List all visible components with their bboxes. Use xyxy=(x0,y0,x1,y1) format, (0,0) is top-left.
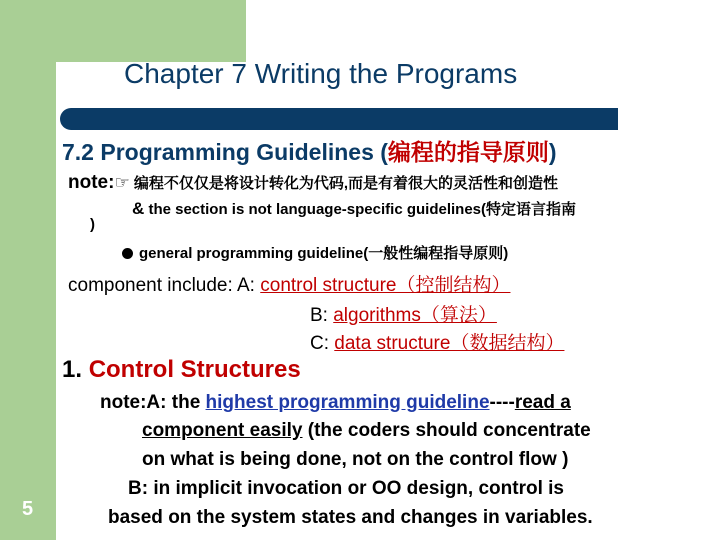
control-note-l1-highlight: highest programming guideline xyxy=(205,392,490,413)
bullet-dot-icon xyxy=(122,248,133,259)
control-structures-heading xyxy=(62,356,301,384)
control-heading-number: 1. xyxy=(62,356,89,383)
note-label xyxy=(68,172,558,194)
control-note-line-4: B: in implicit invocation or OO design, control is xyxy=(128,478,564,499)
control-note-l1-pre: note:A: the xyxy=(100,392,206,413)
component-line-a xyxy=(68,270,510,297)
component-a: control structure（控制结构） xyxy=(260,275,511,296)
note-item-1: 编程不仅仅是将设计转化为代码,而是有着很大的灵活性和创造性 xyxy=(129,175,559,192)
component-line-c xyxy=(310,328,564,355)
section-heading xyxy=(62,134,557,167)
top-accent-block xyxy=(56,0,246,62)
section-heading-prefix: 7.2 Programming Guidelines ( xyxy=(62,139,388,165)
note-item-2: the section is not language-specific guidelines(特定语言指南 xyxy=(144,201,577,218)
component-b: algorithms（算法） xyxy=(333,305,497,326)
component-c: data structure（数据结构） xyxy=(334,333,565,354)
section-heading-chinese: 编程的指导原则 xyxy=(387,139,549,165)
control-note-l2-rest: (the coders should concentrate xyxy=(302,420,591,441)
close-paren: ) xyxy=(90,216,95,233)
note-label-text: note: xyxy=(68,172,115,193)
title-underline-bar xyxy=(60,108,618,130)
component-intro: component include: A: xyxy=(68,275,261,296)
note-item-2-row xyxy=(132,198,576,219)
control-note-l2-underline: component easily xyxy=(142,420,303,441)
page-number: 5 xyxy=(22,498,34,520)
hand-pointer-icon: ☞ xyxy=(114,173,130,192)
section-heading-suffix: ) xyxy=(548,139,557,165)
control-note-l1-underline: read a xyxy=(514,392,571,413)
slide-title: Chapter 7 Writing the Programs xyxy=(124,58,518,89)
ampersand-icon: & xyxy=(132,199,145,218)
component-line-b xyxy=(310,300,497,327)
control-note-line-2 xyxy=(142,420,591,442)
control-note-line-5: based on the system states and changes in variables. xyxy=(108,507,593,528)
component-b-prefix: B: xyxy=(310,305,334,326)
note-item-3: general programming guideline(一般性编程指导原则) xyxy=(139,245,509,262)
control-note-l1-dash: ---- xyxy=(489,392,515,413)
left-accent-bar xyxy=(0,0,56,540)
note-item-3-row xyxy=(122,242,508,263)
control-note-line-1 xyxy=(100,392,571,414)
component-c-prefix: C: xyxy=(310,333,335,354)
control-note-line-3: on what is being done, not on the control flow ) xyxy=(142,449,569,470)
control-heading-text: Control Structures xyxy=(88,356,301,383)
